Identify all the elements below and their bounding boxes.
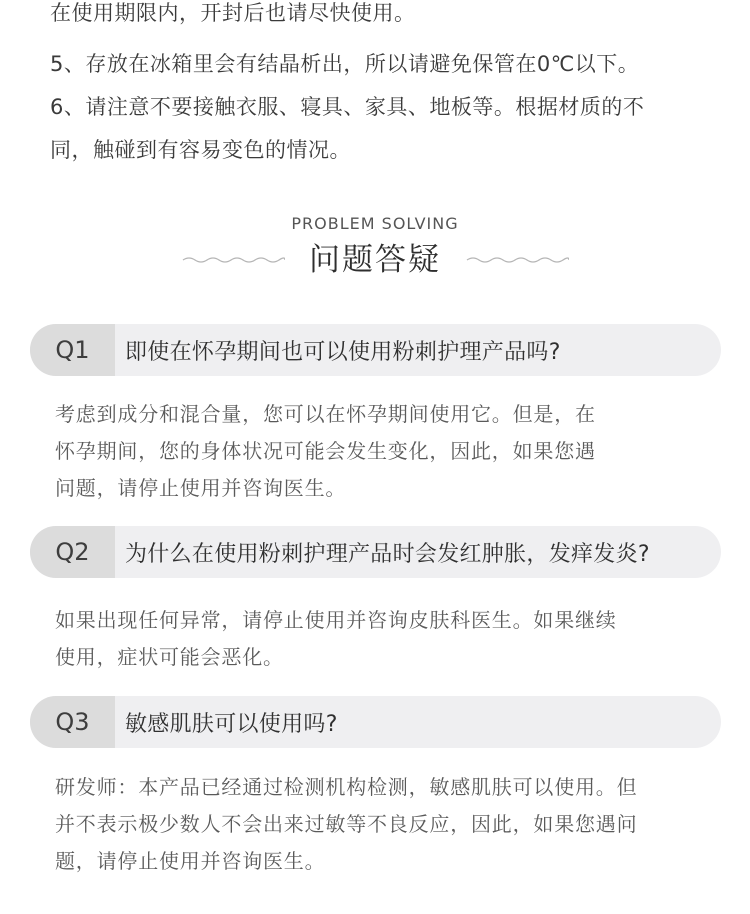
note-line: 在使用期限内，开封后也请尽快使用。: [50, 1, 416, 25]
answer-line: 研发师：本产品已经通过检测机构检测，敏感肌肤可以使用。但: [55, 775, 638, 799]
wave-line-icon: [181, 254, 285, 266]
question-text: 为什么在使用粉刺护理产品时会发红肿胀，发痒发炎?: [125, 541, 650, 567]
faq-answer: [55, 602, 715, 676]
faq-answer: [55, 396, 715, 507]
question-number-badge: Q1: [30, 324, 115, 376]
answer-line: 怀孕期间，您的身体状况可能会发生变化，因此，如果您遇: [55, 439, 596, 463]
faq-question-bar[interactable]: [30, 324, 721, 376]
question-number-badge: Q2: [30, 526, 115, 578]
faq-question-bar[interactable]: [30, 526, 721, 578]
faq-answer: [55, 769, 715, 880]
answer-line: 问题，请停止使用并咨询医生。: [55, 476, 347, 500]
section-title-row: [0, 240, 750, 280]
note-line: 同，触碰到有容易变色的情况。: [50, 138, 351, 162]
question-number-badge: Q3: [30, 696, 115, 748]
answer-line: 并不表示极少数人不会出来过敏等不良反应，因此，如果您遇问: [55, 812, 638, 836]
answer-line: 题，请停止使用并咨询医生。: [55, 849, 326, 873]
usage-notes: [50, 0, 710, 172]
note-line: 5、存放在冰箱里会有结晶析出，所以请避免保管在0℃以下。: [50, 52, 640, 76]
note-line: 6、请注意不要接触衣服、寝具、家具、地板等。根据材质的不: [50, 95, 645, 119]
wave-line-icon: [465, 254, 569, 266]
faq-question-bar[interactable]: [30, 696, 721, 748]
answer-line: 如果出现任何异常，请停止使用并咨询皮肤科医生。如果继续: [55, 608, 617, 632]
section-subtitle: PROBLEM SOLVING: [291, 214, 459, 233]
question-text: 即使在怀孕期间也可以使用粉刺护理产品吗?: [125, 339, 561, 365]
faq-section-header: [0, 212, 750, 280]
answer-line: 使用，症状可能会恶化。: [55, 645, 284, 669]
section-title: 问题答疑: [309, 242, 441, 278]
answer-line: 考虑到成分和混合量，您可以在怀孕期间使用它。但是，在: [55, 402, 596, 426]
question-text: 敏感肌肤可以使用吗?: [125, 711, 338, 737]
